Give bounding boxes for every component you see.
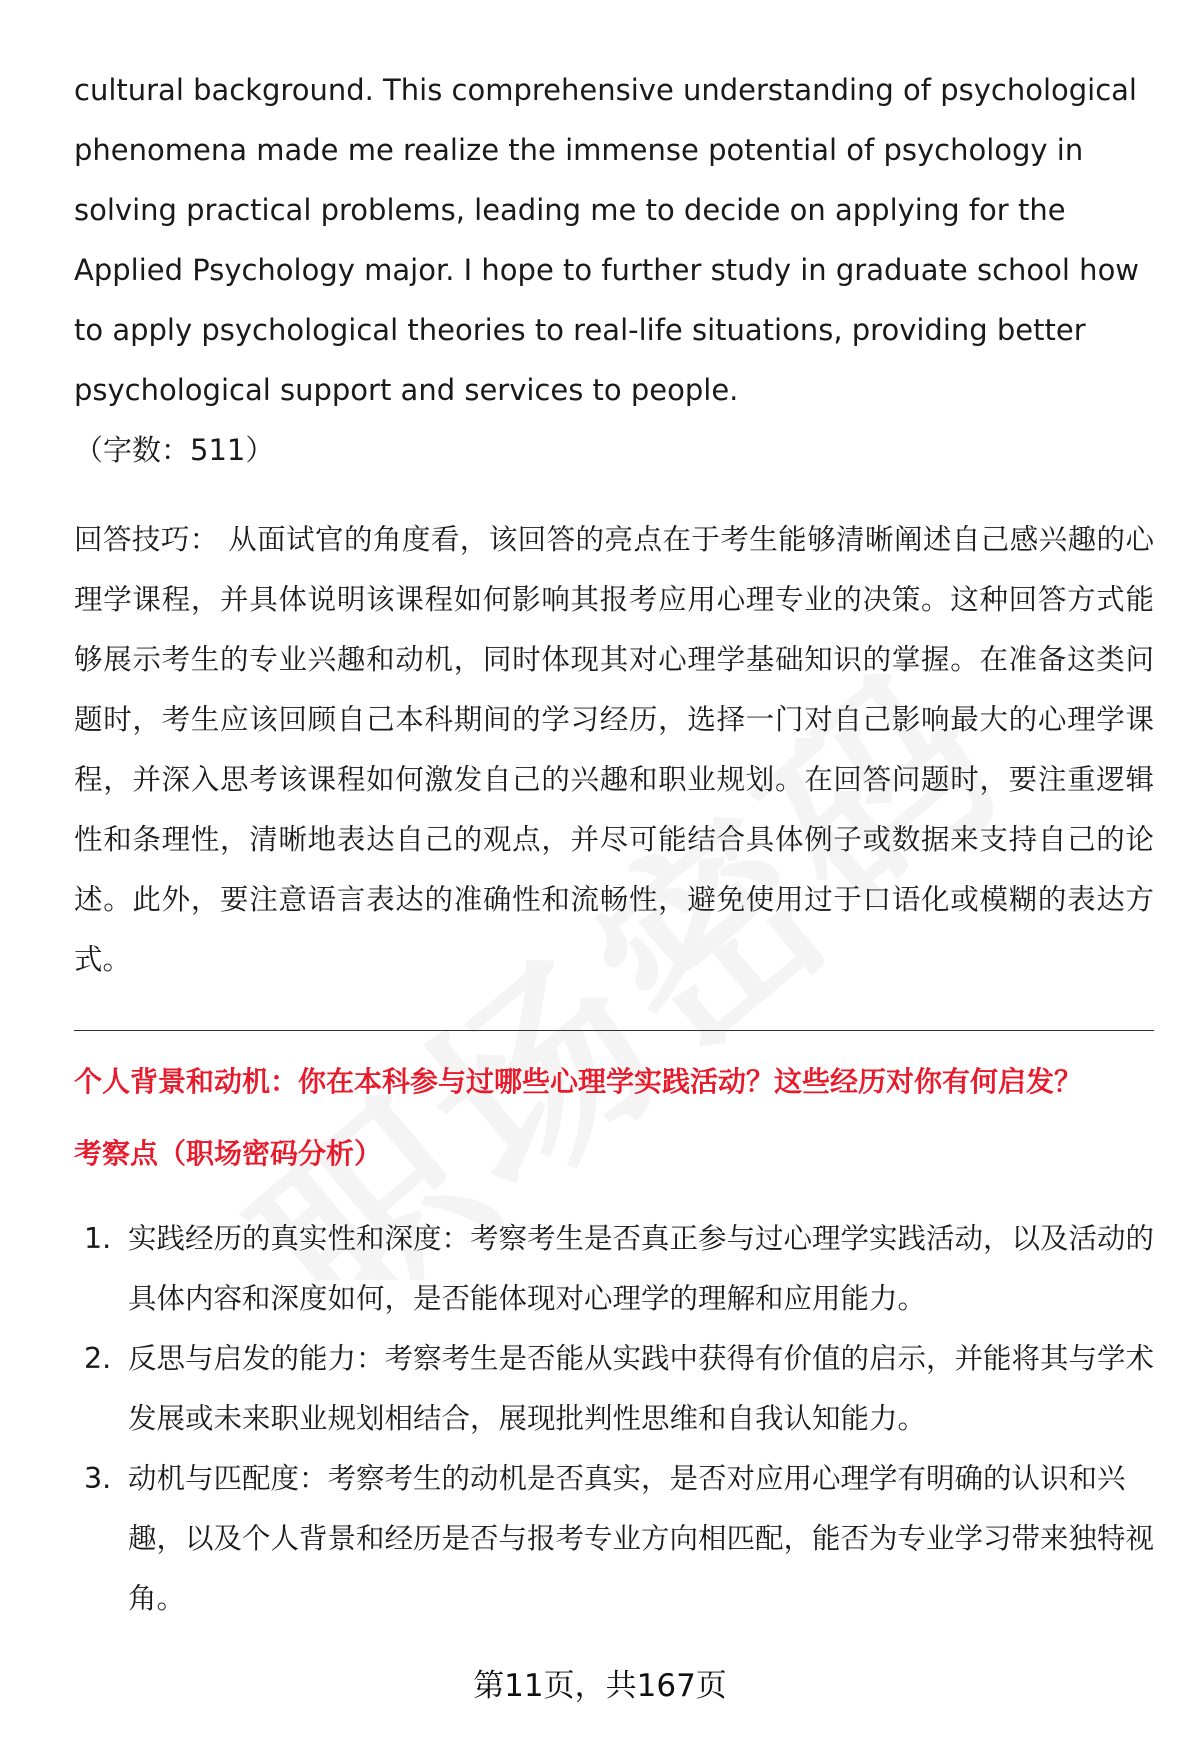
list-item-text: 反思与启发的能力：考察考生是否能从实践中获得有价值的启示，并能将其与学术发展或未来职业规划相结合，展现批判性思维和自我认知能力。 — [128, 1342, 1155, 1435]
section-divider — [74, 1030, 1154, 1031]
page-number-footer: 第11页，共167页 — [473, 1668, 727, 1704]
intro-line: to apply psychological theories to real-life situations, providing better — [74, 313, 1086, 347]
list-item-number: 2. — [84, 1342, 112, 1375]
list-item-text: 实践经历的真实性和深度：考察考生是否真正参与过心理学实践活动，以及活动的具体内容和深度如何，是否能体现对心理学的理解和应用能力。 — [128, 1222, 1155, 1315]
list-item — [74, 1209, 1154, 1329]
intro-line: Applied Psychology major. I hope to further study in graduate school how — [74, 253, 1140, 287]
answer-tips-paragraph: 回答技巧： 从面试官的角度看，该回答的亮点在于考生能够清晰阐述自己感兴趣的心理学课程，并具体说明该课程如何影响其报考应用心理专业的决策。这种回答方式能够展示考生的专业兴趣和动机，同时体现其对心理学基础知识的掌握。在准备这类问题时，考生应该回顾自己本科期间的学习经历，选择一门对自己影响最大的心理学课程，并深入思考该课程如何激发自己的兴趣和职业规划。在回答问题时，要注重逻辑性和条理性，清晰地表达自己的观点，并尽可能结合具体例子或数据来支持自己的论述。此外，要注意语言表达的准确性和流畅性，避免使用过于口语化或模糊的表达方式。 — [74, 523, 1154, 976]
assessment-points-heading: 考察点（职场密码分析） — [74, 1137, 383, 1170]
intro-line: phenomena made me realize the immense potential of psychology in — [74, 133, 1084, 167]
list-item — [74, 1449, 1154, 1629]
question-heading: 个人背景和动机：你在本科参与过哪些心理学实践活动？这些经历对你有何启发？ — [74, 1065, 1083, 1098]
intro-line: cultural background. This comprehensive understanding of psychological — [74, 73, 1137, 107]
word-count: （字数：511） — [74, 433, 275, 467]
page-content — [74, 60, 1154, 1629]
list-item — [74, 1329, 1154, 1449]
list-item-number: 1. — [84, 1222, 112, 1255]
intro-line: solving practical problems, leading me to decide on applying for the — [74, 193, 1066, 227]
assessment-points-list — [74, 1209, 1154, 1629]
intro-paragraph — [74, 60, 1154, 420]
intro-line: psychological support and services to people. — [74, 373, 739, 407]
list-item-number: 3. — [84, 1462, 112, 1495]
list-item-text: 动机与匹配度：考察考生的动机是否真实，是否对应用心理学有明确的认识和兴趣，以及个人背景和经历是否与报考专业方向相匹配，能否为专业学习带来独特视角。 — [128, 1462, 1155, 1615]
